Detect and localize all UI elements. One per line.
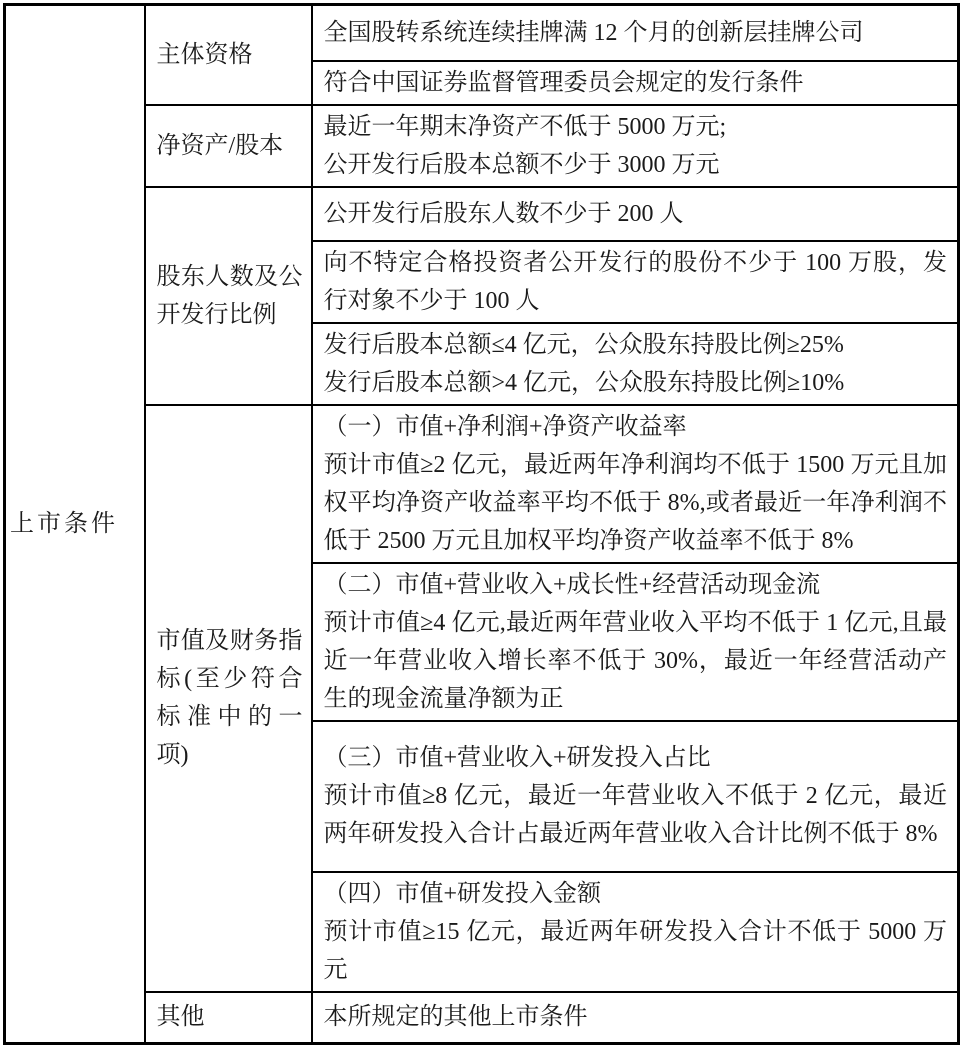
cell-text: 公开发行后股本总额不少于 3000 万元 bbox=[323, 151, 720, 178]
detail-cell bbox=[312, 241, 959, 323]
table-row bbox=[5, 187, 959, 241]
listing-conditions-table bbox=[3, 3, 960, 1045]
cell-text: 主体资格 bbox=[156, 41, 253, 68]
cell-text: 预计市值≥2 亿元，最近两年净利润均不低于 1500 万元且加权平均净资产收益率平均不低于 8%,或者最近一年净利润不低于 2500 万元且加权平均净资产收益率不低于 8% bbox=[323, 451, 947, 554]
subcategory-cell bbox=[145, 187, 312, 405]
subcategory-cell bbox=[145, 992, 312, 1044]
cell-text: （一）市值+净利润+净资产收益率 bbox=[323, 413, 687, 440]
detail-cell bbox=[312, 105, 959, 187]
detail-cell bbox=[312, 187, 959, 241]
cell-text: 上市条件 bbox=[10, 511, 118, 537]
cell-text: 发行后股本总额>4 亿元，公众股东持股比例≥10% bbox=[323, 369, 845, 396]
cell-text: 净资产/股本 bbox=[156, 132, 284, 159]
cell-text: 市值及财务指标(至少符合标准中的一项) bbox=[156, 628, 303, 768]
subcategory-cell bbox=[145, 405, 312, 992]
cell-text: （三）市值+营业收入+研发投入占比 bbox=[323, 745, 711, 771]
table-row bbox=[5, 992, 959, 1044]
cell-text: （二）市值+营业收入+成长性+经营活动现金流 bbox=[323, 571, 821, 598]
table-row bbox=[5, 405, 959, 563]
cell-text: 公开发行后股东人数不少于 200 人 bbox=[323, 200, 684, 227]
detail-cell bbox=[312, 61, 959, 105]
conditions-tbody bbox=[5, 5, 959, 1044]
cell-text: 股东人数及公开发行比例 bbox=[156, 263, 303, 328]
cell-text: 全国股转系统连续挂牌满 12 个月的创新层挂牌公司 bbox=[323, 19, 864, 46]
cell-text: 预计市值≥4 亿元,最近两年营业收入平均不低于 1 亿元,且最近一年营业收入增长率不低于 30%，最近一年经营活动产生的现金流量净额为正 bbox=[323, 609, 947, 712]
table-row bbox=[5, 105, 959, 187]
subcategory-cell bbox=[145, 5, 312, 105]
cell-text: 向不特定合格投资者公开发行的股份不少于 100 万股，发行对象不少于 100 人 bbox=[323, 249, 947, 314]
cell-text: 符合中国证券监督管理委员会规定的发行条件 bbox=[323, 69, 804, 96]
cell-text: 预计市值≥8 亿元，最近一年营业收入不低于 2 亿元，最近两年研发投入合计占最近两年营业收入合计比例不低于 8% bbox=[323, 783, 947, 847]
cell-text: 其他 bbox=[156, 1004, 205, 1031]
detail-cell bbox=[312, 563, 959, 721]
cell-text: 本所规定的其他上市条件 bbox=[323, 1004, 588, 1031]
category-cell bbox=[5, 5, 145, 1044]
detail-cell bbox=[312, 721, 959, 872]
cell-text: （四）市值+研发投入金额 bbox=[323, 880, 602, 907]
subcategory-cell bbox=[145, 105, 312, 187]
detail-cell bbox=[312, 323, 959, 405]
detail-cell bbox=[312, 992, 959, 1044]
detail-cell bbox=[312, 405, 959, 563]
table-row bbox=[5, 5, 959, 61]
cell-text: 最近一年期末净资产不低于 5000 万元; bbox=[323, 113, 727, 140]
cell-text: 预计市值≥15 亿元，最近两年研发投入合计不低于 5000 万元 bbox=[323, 918, 947, 983]
detail-cell bbox=[312, 872, 959, 992]
cell-text: 发行后股本总额≤4 亿元，公众股东持股比例≥25% bbox=[323, 331, 844, 358]
detail-cell bbox=[312, 5, 959, 61]
